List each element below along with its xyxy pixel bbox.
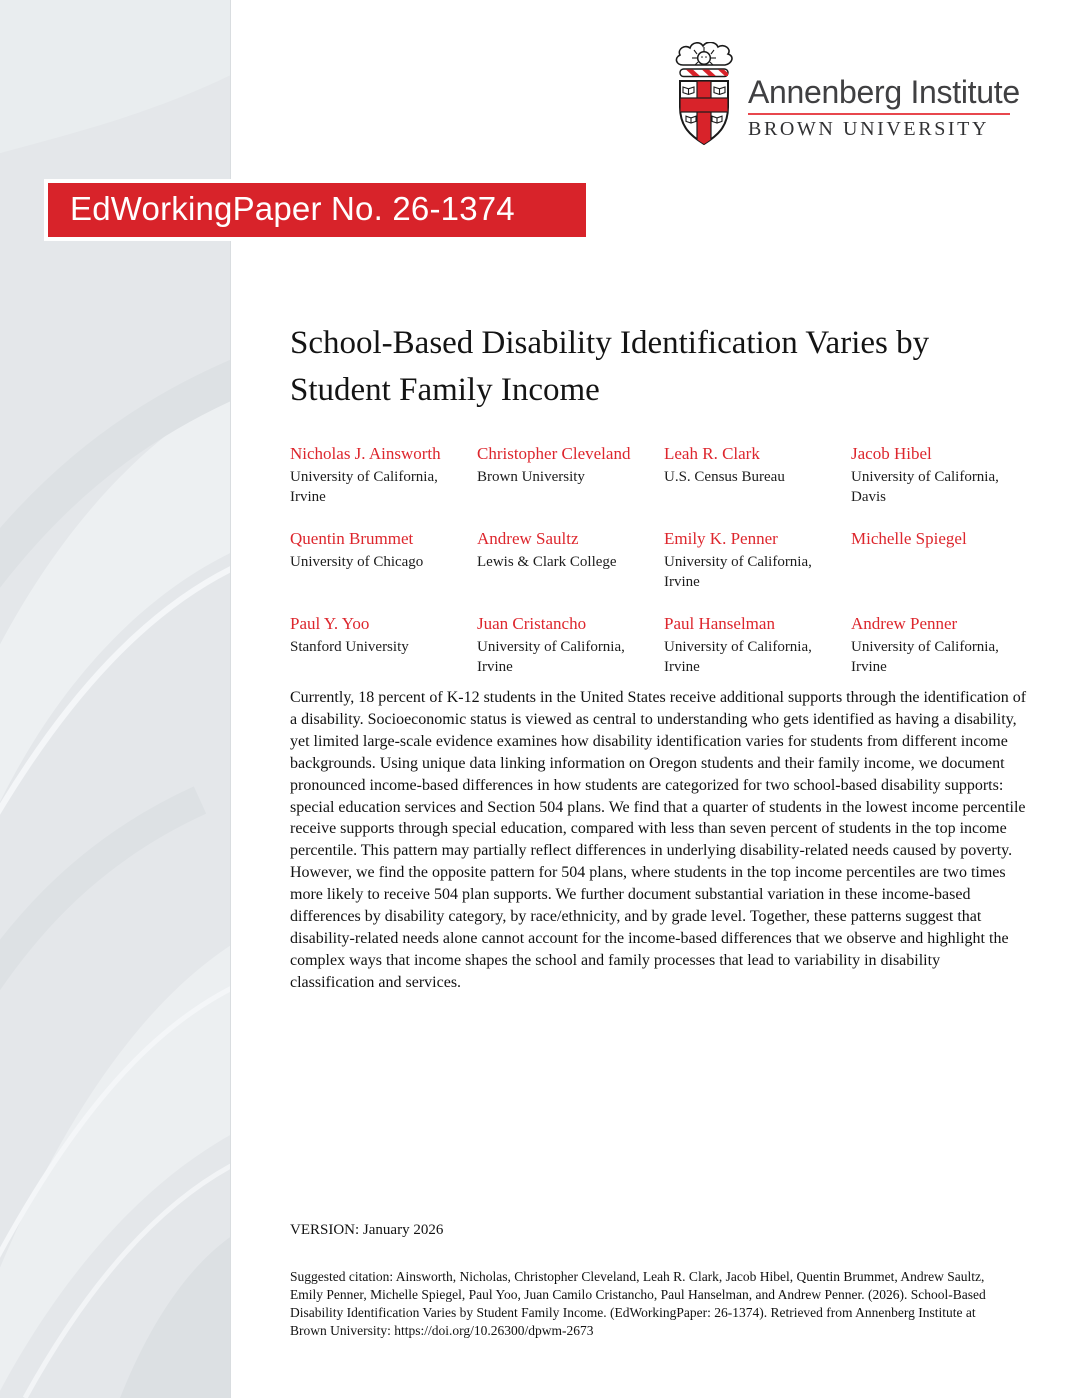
author-affiliation: University of California, Davis xyxy=(851,469,999,505)
author-card xyxy=(290,528,465,592)
logo-block xyxy=(664,40,1024,150)
author-card xyxy=(851,443,1026,507)
author-affiliation: Brown University xyxy=(477,469,585,485)
author-card xyxy=(664,528,839,592)
author-name: Paul Y. Yoo xyxy=(290,614,370,633)
logo-rule xyxy=(748,113,1010,115)
author-affiliation: U.S. Census Bureau xyxy=(664,469,785,485)
version-label: VERSION: January 2026 xyxy=(290,1222,444,1238)
author-affiliation: University of California, Irvine xyxy=(477,639,625,675)
author-card xyxy=(664,443,839,507)
paper-title-line1: School-Based Disability Identification Varies by xyxy=(290,325,930,361)
working-paper-banner xyxy=(44,179,590,241)
author-card xyxy=(477,528,652,592)
author-card xyxy=(477,613,652,677)
author-name: Leah R. Clark xyxy=(664,444,760,463)
paper-title xyxy=(290,320,1045,414)
author-affiliation: University of California, Irvine xyxy=(851,639,999,675)
author-name: Andrew Penner xyxy=(851,614,958,633)
institute-name: Annenberg Institute xyxy=(748,74,1020,110)
author-name: Jacob Hibel xyxy=(851,444,932,463)
author-card xyxy=(664,613,839,677)
author-name: Nicholas J. Ainsworth xyxy=(290,444,441,463)
author-affiliation: University of California, Irvine xyxy=(290,469,438,505)
author-card xyxy=(290,613,465,677)
author-name: Quentin Brummet xyxy=(290,529,414,548)
author-name: Emily K. Penner xyxy=(664,529,778,548)
authors-grid xyxy=(290,443,1026,677)
author-name: Andrew Saultz xyxy=(477,529,579,548)
suggested-citation: Suggested citation: Ainsworth, Nicholas, Christopher Cleveland, Leah R. Clark, Jacob Hibel, Quentin Brummet, Andrew Saultz, Emily Penner, Michelle Spiegel, Paul Yoo, Juan Camilo Cristancho, Paul Hanselman, and Andrew Penner. (2026). School-Based Disability Identification Varies by Student Family Income. (EdWorkingPaper: 26-1374). Retrieved from Annenberg Institute at Brown University: https://doi.org/10.26300/dpwm-2673 xyxy=(290,1269,986,1338)
author-affiliation: University of California, Irvine xyxy=(664,554,812,590)
author-name: Christopher Cleveland xyxy=(477,444,631,463)
author-name: Juan Cristancho xyxy=(477,614,587,633)
author-name: Paul Hanselman xyxy=(664,614,775,633)
abstract-text: Currently, 18 percent of K-12 students in the United States receive additional supports through the identification of a disability. Socioeconomic status is viewed as central to understanding who gets identified as having a disability, yet limited large-scale evidence examines how disability identification varies for students from different income backgrounds. Using unique data linking information on Oregon students and their family income, we document pronounced income-based differences in how students are categorized for two school-based disability supports: special education services and Section 504 plans. We find that a quarter of students in the lowest income percentile receive supports through special education, compared with less than seven percent of students in the top income percentile. This pattern may partially reflect differences in underlying disability-related needs caused by poverty. However, we find the opposite pattern for 504 plans, where students in the top income percentiles are two times more likely to receive 504 plan supports. We further document substantial variation in these income-based differences by disability category, by race/ethnicity, and by grade level. Together, these patterns suggest that disability-related needs alone cannot account for the income-based differences that we observe and highlight the complex ways that income shapes the school and family processes that lead to variability in disability classification and services. xyxy=(290,689,1027,991)
author-card xyxy=(851,528,1026,592)
paper-title-line2: Student Family Income xyxy=(290,372,600,408)
working-paper-number: EdWorkingPaper No. 26-1374 xyxy=(70,190,515,227)
author-affiliation: University of Chicago xyxy=(290,554,424,570)
university-name: BROWN UNIVERSITY xyxy=(748,118,990,140)
brown-crest-icon xyxy=(668,42,740,148)
author-name: Michelle Spiegel xyxy=(851,529,967,548)
author-affiliation: Stanford University xyxy=(290,639,409,655)
author-affiliation: Lewis & Clark College xyxy=(477,554,617,570)
logo-text xyxy=(748,74,1024,141)
author-card xyxy=(851,613,1026,677)
author-card xyxy=(290,443,465,507)
author-affiliation: University of California, Irvine xyxy=(664,639,812,675)
author-card xyxy=(477,443,652,507)
